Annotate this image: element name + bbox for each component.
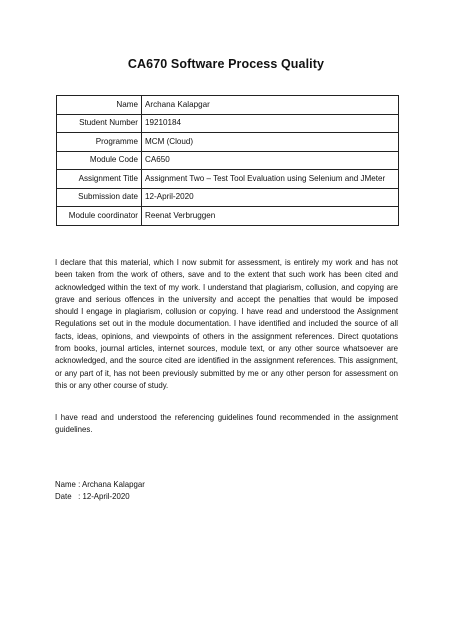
row-value: 19210184 xyxy=(142,114,399,133)
table-row xyxy=(57,96,399,115)
document-title: CA670 Software Process Quality xyxy=(127,57,325,71)
table-row xyxy=(57,114,399,133)
row-label: Name xyxy=(57,96,142,115)
row-value: Reenat Verbruggen xyxy=(142,207,399,226)
declaration-paragraph: I declare that this material, which I now submit for assessment, is entirely my work and has not been taken from the work of others, save and to the extent that such work has been cited and acknowledged within the text of my work. I understand that plagiarism, collusion, and copying are grave and serious offences in the university and accept the penalties that would be imposed should I engage in plagiarism, collusion or copying. I have read and understood the Assignment Regulations set out in the module documentation. I have identified and included the source of all facts, ideas, opinions, and viewpoints of others in the assignment references. Direct quotations from books, journal articles, internet sources, module text, or any other source whatsoever are acknowledged, and the source cited are identified in the assignment references. This assignment, or any part of it, has not been previously submitted by me or any other person for assessment on this or any other course of study. xyxy=(55,258,398,390)
table-row xyxy=(57,188,399,207)
row-label: Assignment Title xyxy=(57,170,142,189)
row-label: Module Code xyxy=(57,151,142,170)
cover-info-table xyxy=(56,95,399,226)
row-value: MCM (Cloud) xyxy=(142,133,399,152)
table-row xyxy=(57,170,399,189)
table-row xyxy=(57,207,399,226)
row-label: Programme xyxy=(57,133,142,152)
row-label: Submission date xyxy=(57,188,142,207)
row-value: Archana Kalapgar xyxy=(142,96,399,115)
referencing-paragraph: I have read and understood the referencing guidelines found recommended in the assignment guidelines. xyxy=(55,413,398,435)
row-value: Assignment Two – Test Tool Evaluation using Selenium and JMeter xyxy=(142,170,399,189)
table-row xyxy=(57,133,399,152)
row-label: Module coordinator xyxy=(57,207,142,226)
row-value: 12-April-2020 xyxy=(142,188,399,207)
signature-date: Date : 12-April-2020 xyxy=(55,492,130,501)
row-label: Student Number xyxy=(57,114,142,133)
table-row xyxy=(57,151,399,170)
signature-name: Name : Archana Kalapgar xyxy=(55,480,145,489)
row-value: CA650 xyxy=(142,151,399,170)
